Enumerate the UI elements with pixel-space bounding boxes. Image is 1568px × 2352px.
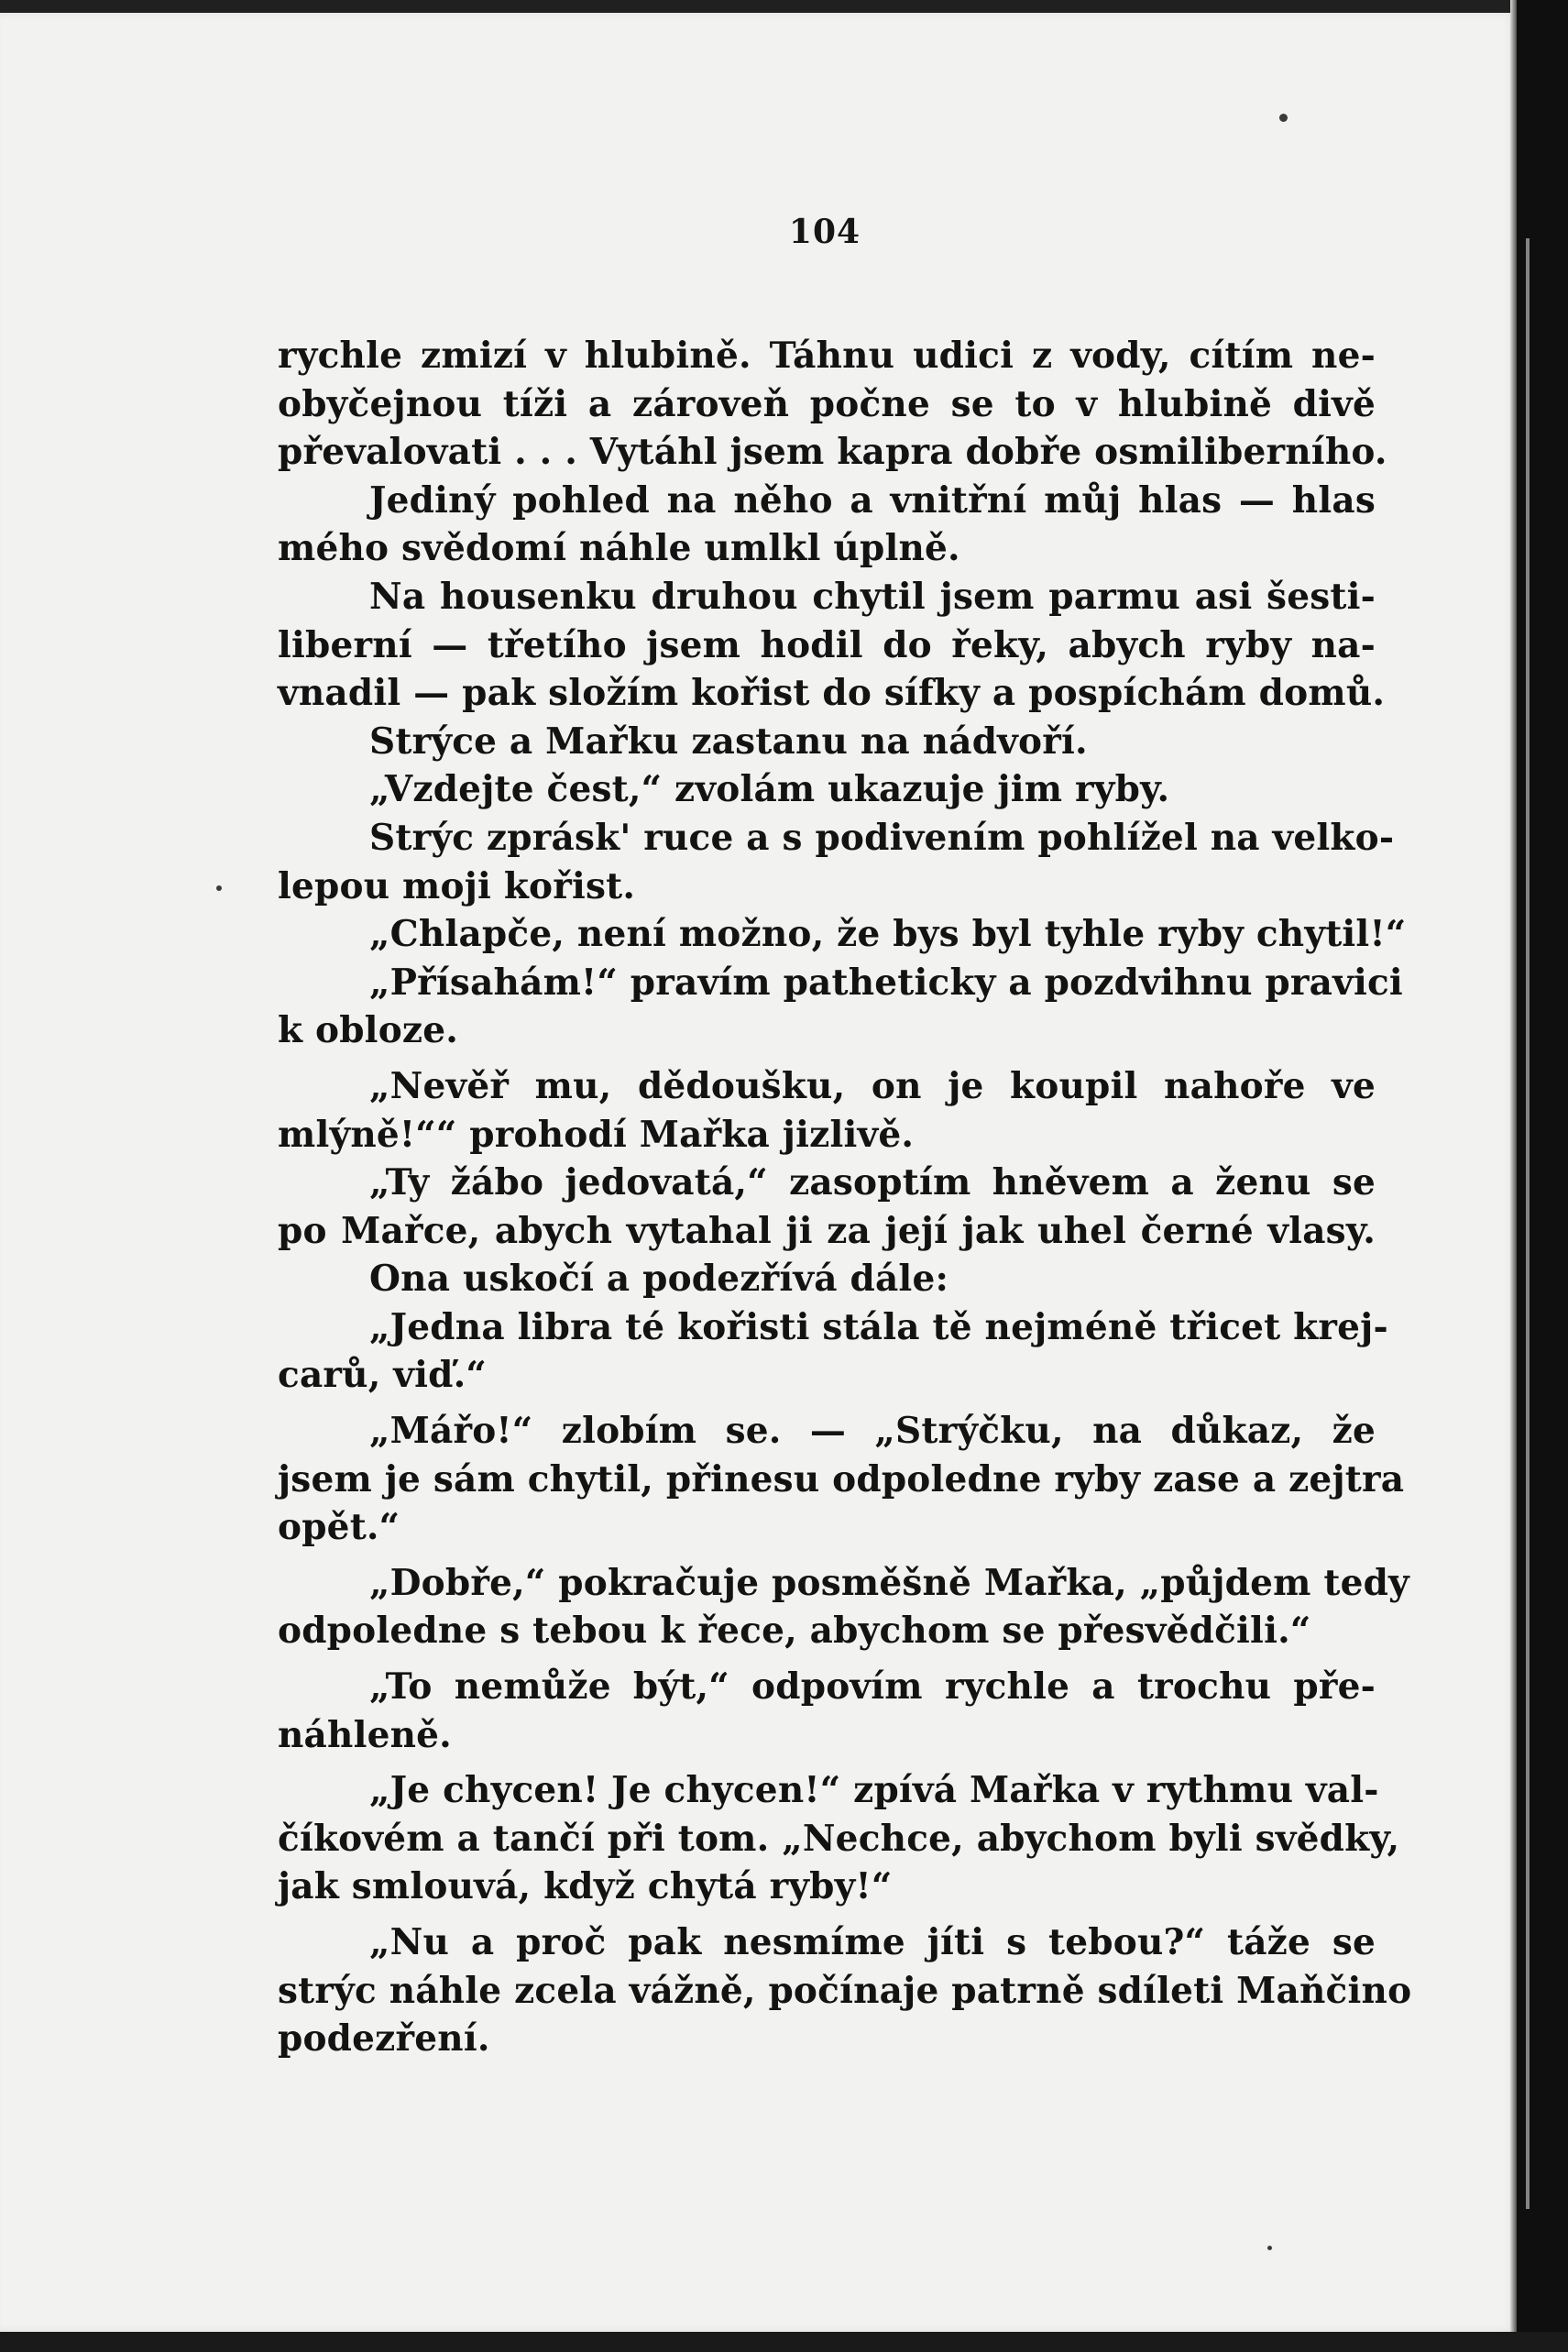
dust-speck xyxy=(1267,2246,1272,2250)
text-line: obyčejnou tíži a zároveň počne se to v hlubině divě xyxy=(278,382,1376,425)
text-line: „Nevěř mu, dědoušku, on je koupil nahoře ve xyxy=(369,1064,1376,1107)
text-line: Ona uskočí a podezřívá dále: xyxy=(369,1258,949,1301)
text-line: „Je chycen! Je chycen!“ zpívá Mařka v rythmu val- xyxy=(369,1769,1379,1812)
text-line: k obloze. xyxy=(278,1009,459,1052)
text-line: opět.“ xyxy=(278,1506,400,1549)
text-line: „To nemůže být,“ odpovím rychle a trochu pře- xyxy=(369,1665,1376,1709)
text-line: mého svědomí náhle umlkl úplně. xyxy=(278,527,960,570)
text-line: rychle zmizí v hlubině. Táhnu udici z vody, cítím ne- xyxy=(278,335,1376,377)
text-line: mlýně!““ prohodí Mařka jizlivě. xyxy=(278,1113,915,1156)
text-line: jak smlouvá, když chytá ryby!“ xyxy=(278,1865,893,1908)
page-number: 104 xyxy=(788,213,861,251)
text-line: „Vzdejte čest,“ zvolám ukazuje jim ryby. xyxy=(369,768,1170,811)
book-spine-strip xyxy=(1517,0,1568,2352)
text-line: „Chlapče, není možno, že bys byl tyhle ryby chytil!“ xyxy=(369,913,1407,956)
text-line: odpoledne s tebou k řece, abychom se přesvědčili.“ xyxy=(278,1610,1311,1653)
text-line: strýc náhle zcela vážně, počínaje patrně sdíleti Maňčino xyxy=(278,1969,1412,2012)
text-line: náhleně. xyxy=(278,1713,452,1756)
text-line: Na housenku druhou chytil jsem parmu asi šesti- xyxy=(369,575,1376,618)
text-line: číkovém a tančí při tom. „Nechce, abychom byli svědky, xyxy=(278,1817,1400,1860)
spine-highlight-line xyxy=(1526,238,1530,2209)
text-line: Strýc zprásk' ruce a s podivením pohlížel na velko- xyxy=(369,816,1395,859)
text-line: „Přísahám!“ pravím patheticky a pozdvihnu pravici xyxy=(369,961,1403,1004)
scan-top-border xyxy=(0,0,1568,13)
body-text xyxy=(278,332,1412,2063)
text-line: „Jedna libra té kořisti stála tě nejméně třicet krej- xyxy=(369,1305,1388,1348)
text-line: „Ty žábo jedovatá,“ zasoptím hněvem a ženu se xyxy=(369,1161,1376,1204)
text-line: lepou moji kořist. xyxy=(278,864,636,907)
text-line: liberní — třetího jsem hodil do řeky, abych ryby na- xyxy=(278,623,1376,666)
text-line: „Nu a proč pak nesmíme jíti s tebou?“ táže se xyxy=(369,1921,1376,1963)
text-line: podezření. xyxy=(278,2017,490,2061)
dust-speck xyxy=(216,885,222,891)
text-line: vnadil — pak složím kořist do sífky a pospíchám domů. xyxy=(278,672,1386,715)
dust-speck xyxy=(1279,114,1288,122)
text-line: jsem je sám chytil, přinesu odpoledne ryby zase a zejtra xyxy=(278,1457,1405,1500)
text-line: „Dobře,“ pokračuje posměšně Mařka, „půjdem tedy xyxy=(369,1561,1409,1604)
text-line: po Mařce, abych vytahal ji za její jak uhel černé vlasy. xyxy=(278,1209,1376,1252)
text-line: Strýce a Mařku zastanu na nádvoří. xyxy=(369,720,1088,763)
text-line: Jediný pohled na něho a vnitřní můj hlas — hlas xyxy=(369,478,1376,522)
text-line: převalovati . . . Vytáhl jsem kapra dobře osmiliberního. xyxy=(278,431,1387,474)
text-line: „Mářo!“ zlobím se. — „Strýčku, na důkaz, že xyxy=(369,1410,1376,1453)
scan-bottom-border xyxy=(0,2332,1568,2352)
text-line: carů, viď.“ xyxy=(278,1354,488,1397)
